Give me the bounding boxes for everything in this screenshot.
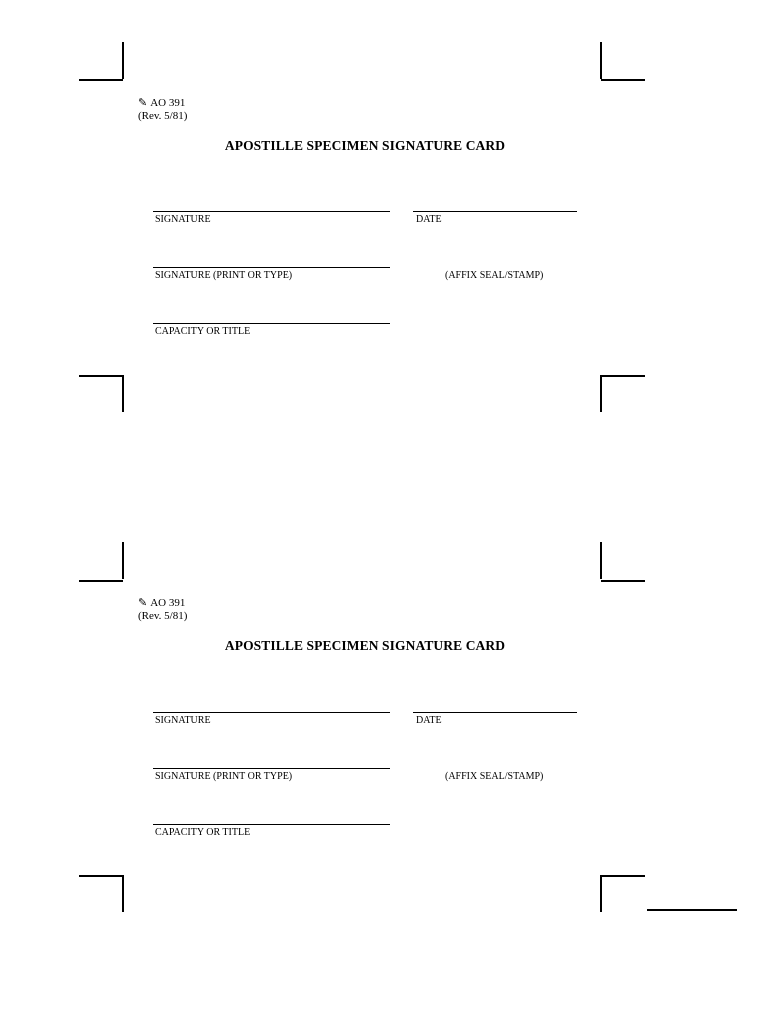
pencil-icon: ✎ — [138, 97, 148, 109]
crop-mark-bottom-left — [79, 375, 123, 377]
pencil-icon: ✎ — [138, 597, 148, 609]
signature-line[interactable] — [153, 211, 390, 212]
crop-mark-top-left — [122, 542, 124, 579]
seal-stamp-label: (AFFIX SEAL/STAMP) — [445, 270, 544, 281]
form-code-text: AO 391 — [150, 597, 186, 609]
seal-stamp-label: (AFFIX SEAL/STAMP) — [445, 771, 544, 782]
signature-card-top — [0, 40, 770, 380]
crop-mark-bottom-left — [122, 875, 124, 912]
extra-rule-line — [647, 909, 737, 911]
capacity-label: CAPACITY OR TITLE — [155, 827, 251, 838]
crop-mark-top-left — [122, 42, 124, 79]
crop-mark-bottom-right — [600, 375, 602, 412]
form-code — [138, 597, 185, 610]
crop-mark-top-right — [601, 580, 645, 582]
form-revision: (Rev. 5/81) — [138, 110, 188, 122]
crop-mark-top-left — [79, 79, 123, 81]
card-title: APOSTILLE SPECIMEN SIGNATURE CARD — [224, 638, 506, 653]
capacity-line[interactable] — [153, 323, 390, 324]
crop-mark-bottom-right — [600, 875, 602, 912]
date-line[interactable] — [413, 211, 577, 212]
signature-print-line[interactable] — [153, 267, 390, 268]
signature-label: SIGNATURE — [155, 214, 211, 225]
date-label: DATE — [416, 214, 442, 225]
crop-mark-bottom-right — [601, 875, 645, 877]
crop-mark-top-right — [601, 79, 645, 81]
signature-card-bottom — [0, 540, 770, 880]
crop-mark-top-left — [79, 580, 123, 582]
crop-mark-bottom-left — [79, 875, 123, 877]
crop-mark-bottom-right — [601, 375, 645, 377]
signature-label: SIGNATURE — [155, 715, 211, 726]
capacity-label: CAPACITY OR TITLE — [155, 326, 251, 337]
signature-print-line[interactable] — [153, 768, 390, 769]
signature-print-label: SIGNATURE (PRINT OR TYPE) — [155, 270, 293, 281]
crop-mark-top-right — [600, 42, 602, 79]
card-title: APOSTILLE SPECIMEN SIGNATURE CARD — [224, 138, 506, 153]
date-label: DATE — [416, 715, 442, 726]
crop-mark-bottom-left — [122, 375, 124, 412]
crop-mark-top-right — [600, 542, 602, 579]
form-code-text: AO 391 — [150, 97, 186, 109]
date-line[interactable] — [413, 712, 577, 713]
signature-print-label: SIGNATURE (PRINT OR TYPE) — [155, 771, 293, 782]
capacity-line[interactable] — [153, 824, 390, 825]
form-revision: (Rev. 5/81) — [138, 610, 188, 622]
signature-line[interactable] — [153, 712, 390, 713]
form-code — [138, 97, 185, 110]
